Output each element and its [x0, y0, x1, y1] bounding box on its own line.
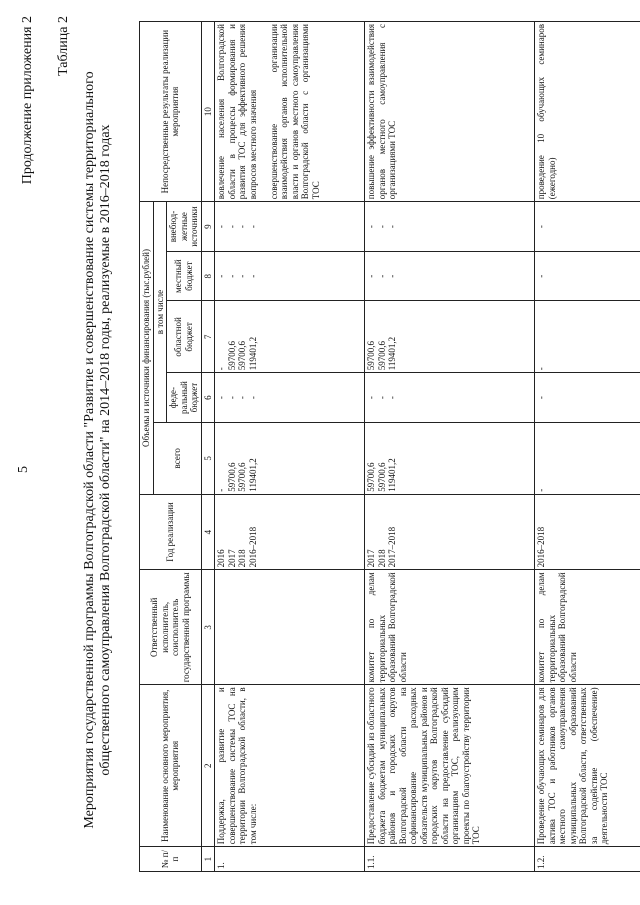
row-extra: - - - -: [215, 202, 365, 252]
row-num: 1.2.: [535, 847, 640, 872]
row-num: 1.1.: [365, 847, 535, 872]
row-regional: -: [535, 301, 640, 373]
col-number: 5: [201, 422, 215, 494]
col-number: 3: [201, 570, 215, 685]
header-name: Наименование основного мероприятия, мероприятия: [140, 685, 202, 847]
col-number: 7: [201, 301, 215, 373]
header-results: Непосредственные результаты реализации мероприятия: [140, 22, 202, 202]
header-total: всего: [153, 422, 201, 494]
row-results: повышение эффективности взаимодействия органов местного самоуправления с организациями ТОС: [365, 22, 535, 202]
continuation-label: Продолжение приложения 2: [20, 16, 35, 185]
col-number: 8: [201, 251, 215, 301]
row-federal: -: [535, 373, 640, 423]
page-number: 5: [16, 466, 31, 473]
row-regional: - 59700,6 59700,6 119401,2: [215, 301, 365, 373]
header-incl: в том числе: [153, 202, 167, 423]
row-federal: - - - -: [215, 373, 365, 423]
row-total: - 59700,6 59700,6 119401,2: [215, 422, 365, 494]
row-extra: -: [535, 202, 640, 252]
header-local: местный бюджет: [167, 251, 202, 301]
col-number: 4: [201, 494, 215, 570]
row-years: 2017 2018 2017–2018: [365, 494, 535, 570]
row-federal: - - -: [365, 373, 535, 423]
table-label: Таблица 2: [56, 16, 71, 76]
row-results: вовлечение населения Волгоградской области в процессы формирования и развития ТОС для эффективного решения вопросов местного значения совершенствование организации взаимодействия органов исполнительной власти и органов местного самоуправления Волгоградской области с организациями ТОС: [215, 22, 365, 202]
column-number-row: [201, 22, 215, 872]
row-local: -: [535, 251, 640, 301]
header-row-1: [140, 22, 154, 872]
row-years: 2016–2018: [535, 494, 640, 570]
table-row: [365, 22, 535, 872]
col-number: 6: [201, 373, 215, 423]
header-executor: Ответственный исполнитель, соисполнитель государственной программы: [140, 570, 202, 685]
header-num: № п/п: [140, 847, 202, 872]
row-extra: - - -: [365, 202, 535, 252]
row-local: - - -: [365, 251, 535, 301]
row-executor: комитет по делам территориальных образований Волгоградской области: [535, 570, 640, 685]
col-number: 10: [201, 22, 215, 202]
col-number: 1: [201, 847, 215, 872]
header-volumes: Объемы и источники финансирования (тыс.рублей): [140, 202, 154, 494]
row-name: Поддержка, развитие и совершенствование системы ТОС на территории Волгоградской области, в том числе:: [215, 685, 365, 847]
row-executor: комитет по делам территориальных образований Волгоградской области: [365, 570, 535, 685]
row-total: -: [535, 422, 640, 494]
table-body: [215, 22, 640, 872]
table-row: [215, 22, 365, 872]
header-federal: феде-ральный бюджет: [167, 373, 202, 423]
row-name: Предоставление субсидий из областного бюджета бюджетам муниципальных районов и городских округов Волгоградской области на софинансирование расходных обязательств муниципальных районов и городских округов Волгоградской области на предоставление субсидий организациям ТОС, реализующим проекты по благоустройству территории ТОС: [365, 685, 535, 847]
col-number: 9: [201, 202, 215, 252]
row-local: - - - -: [215, 251, 365, 301]
header-extra: внебюд-жетные источники: [167, 202, 202, 252]
header-year: Год реализации: [140, 494, 202, 570]
row-years: 2016 2017 2018 2016–2018: [215, 494, 365, 570]
row-total: 59700,6 59700,6 119401,2: [365, 422, 535, 494]
row-results: проведение 10 обучающих семинаров (ежегодно): [535, 22, 640, 202]
row-executor: [215, 570, 365, 685]
program-table: [139, 21, 640, 872]
row-regional: 59700,6 59700,6 119401,2: [365, 301, 535, 373]
col-number: 2: [201, 685, 215, 847]
header-regional: областной бюджет: [167, 301, 202, 373]
table-row: [535, 22, 640, 872]
row-num: 1.: [215, 847, 365, 872]
row-name: Проведение обучающих семинаров для актива ТОС и работников органов местного самоуправления муниципальных образований Волгоградской области, ответственных за содействие (обеспечение) деятельности ТОС: [535, 685, 640, 847]
page-title: Мероприятия государственной программы Волгоградской области "Развитие и совершенствование системы территориального общественного самоуправления Волгоградской области" на 2014–2018 годы, реализуемые в 2016–2018 годах: [82, 71, 113, 829]
